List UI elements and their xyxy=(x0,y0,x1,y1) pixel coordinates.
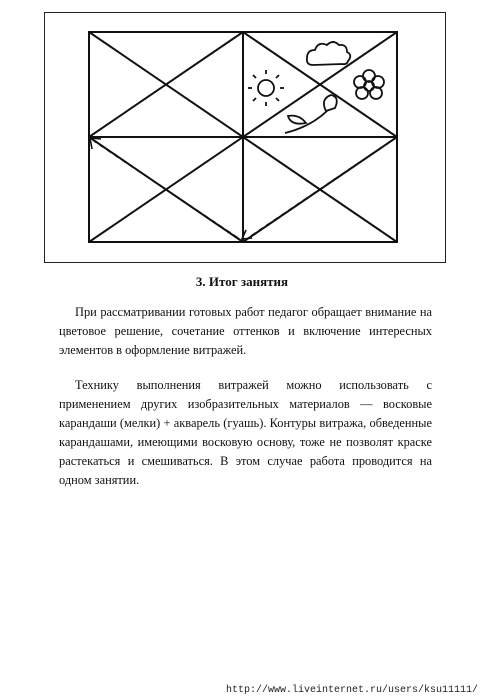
dashed-arrows xyxy=(94,137,397,238)
branch-icon xyxy=(285,95,337,133)
paragraph-results: При рассматривании готовых работ педагог обращает внимание на цветовое решение, сочетание оттенков и включение интересных элементов в оформление витражей. xyxy=(59,305,432,357)
cloud-icon xyxy=(307,42,350,65)
flower-icon xyxy=(354,70,384,99)
stained-glass-diagram xyxy=(88,31,398,243)
sun-icon xyxy=(248,70,284,106)
section-heading: 3. Итог занятия xyxy=(195,274,289,289)
paragraph-technique: Технику выполнения витражей можно использовать с применением других изобразительных материалов — восковые карандаши (мелки) + акварель (гуашь). Контуры витража, обведенные карандашами, имеющими восковую основу, тоже не позволят краске растекаться и смешиваться. В этом случае работа проводится на одном занятии. xyxy=(59,378,432,487)
watermark-url: http://www.liveinternet.ru/users/ksu11111/ xyxy=(225,685,478,696)
